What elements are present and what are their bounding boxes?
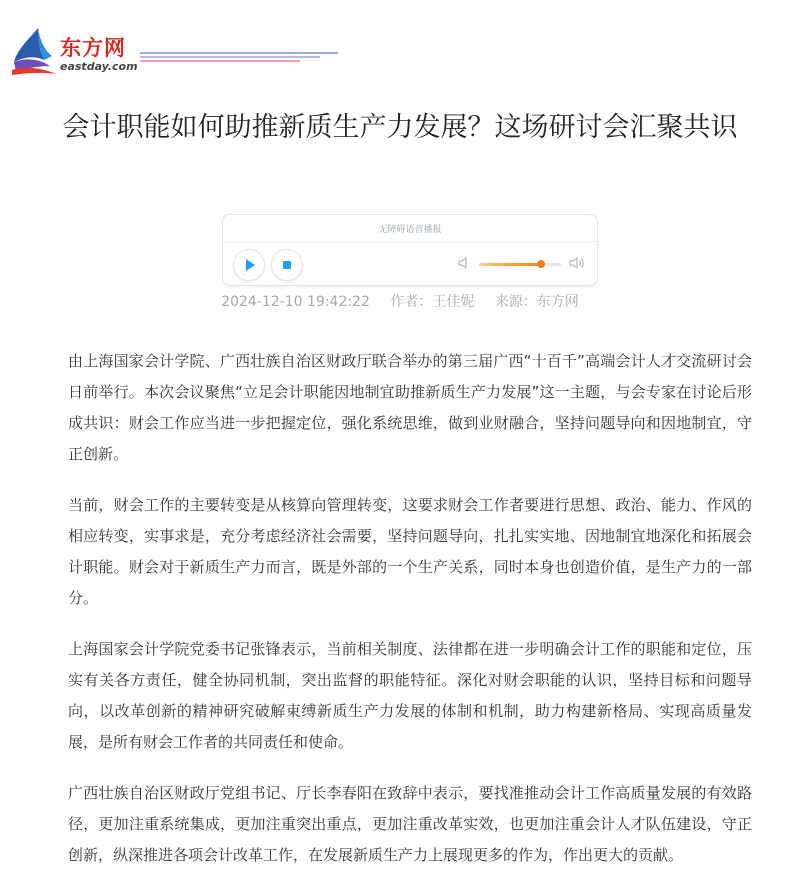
header-decorative-lines [140, 50, 340, 64]
author: 作者：王佳妮 [390, 294, 475, 310]
article-paragraph: 上海国家会计学院党委书记张锋表示，当前相关制度、法律都在进一步明确会计工作的职能和定位，压实有关各方责任，健全协同机制，突出监督的职能特征。深化对财会职能的认识，坚持目标和问题导向，以改革创新的精神研究破解束缚新质生产力发展的体制和机制，助力构建新格局、实现高质量发展，是所有财会工作者的共同责任和使命。 [68, 640, 752, 751]
site-logo[interactable] [10, 26, 140, 78]
source: 来源：东方网 [494, 294, 579, 310]
stop-button[interactable] [271, 249, 303, 281]
article-paragraph: 由上海国家会计学院、广西壮族自治区财政厅联合举办的第三届广西“十百千”高端会计人才交流研讨会日前举行。本次会议聚焦“立足会计职能因地制宜助推新质生产力发展”这一主题，与会专家在讨论后形成共识：财会工作应当进一步把握定位，强化系统思维，做到业财融合，坚持问题导向和因地制宜，守正创新。 [68, 352, 752, 463]
publish-date: 2024-12-10 19:42:22 [221, 294, 370, 310]
audio-player [222, 214, 598, 286]
article-meta [0, 291, 800, 311]
volume-slider[interactable] [479, 263, 561, 266]
logo-mark-icon [10, 26, 58, 76]
play-icon [234, 250, 264, 280]
audio-player-label: 无障碍语音播报 [378, 225, 442, 235]
volume-slider-handle[interactable] [537, 260, 545, 268]
volume-slider-fill [479, 263, 541, 266]
volume-high-icon[interactable] [568, 255, 586, 271]
article-paragraph: 广西壮族自治区财政厅党组书记、厅长李春阳在致辞中表示，要找准推动会计工作高质量发展的有效路径，更加注重系统集成，更加注重突出重点，更加注重改革实效，也更加注重会计人才队伍建设，守正创新，纵深推进各项会计改革工作，在发展新质生产力上展现更多的作为，作出更大的贡献。 [68, 784, 752, 864]
logo-chinese-text: 东方网 [60, 36, 126, 60]
article-title: 会计职能如何助推新质生产力发展？这场研讨会汇聚共识 [62, 112, 738, 143]
logo-english-text: eastday.com [60, 60, 138, 73]
article-body [68, 346, 752, 891]
site-header [0, 0, 800, 90]
play-button[interactable] [233, 249, 265, 281]
audio-player-divider [223, 241, 597, 242]
stop-icon [272, 250, 302, 280]
article-paragraph: 当前，财会工作的主要转变是从核算向管理转变，这要求财会工作者要进行思想、政治、能力、作风的相应转变，实事求是，充分考虑经济社会需要，坚持问题导向，扎扎实实地、因地制宜地深化和拓展会计职能。财会对于新质生产力而言，既是外部的一个生产关系，同时本身也创造价值，是生产力的一部分。 [68, 496, 752, 607]
volume-low-icon[interactable] [457, 255, 471, 271]
